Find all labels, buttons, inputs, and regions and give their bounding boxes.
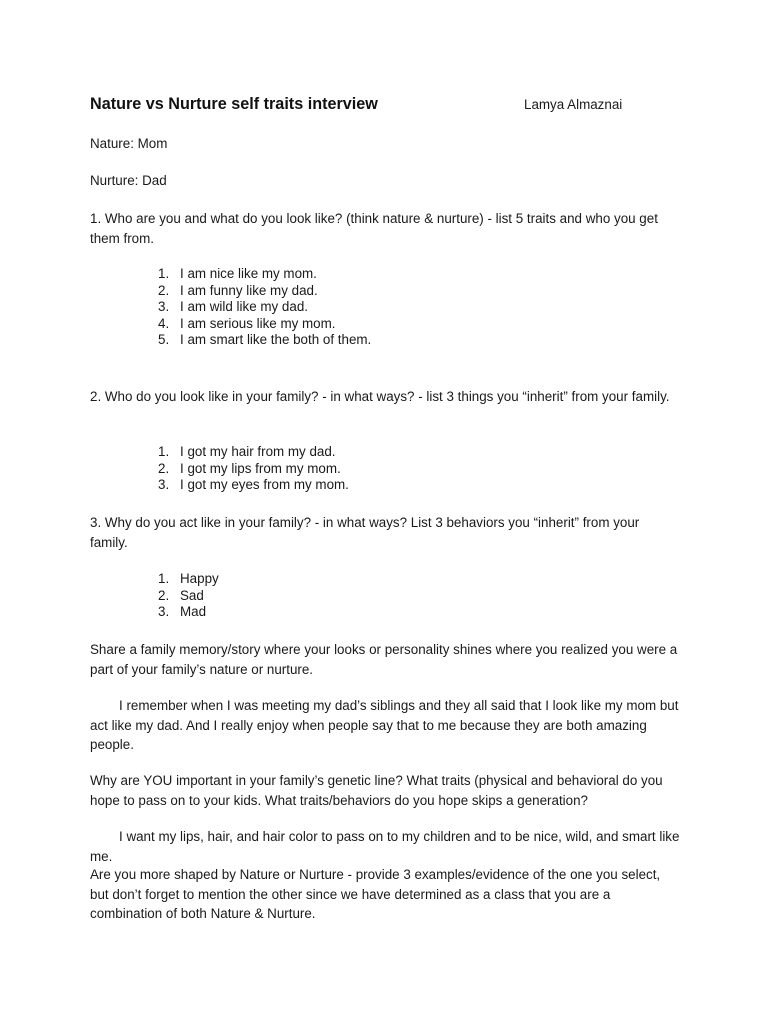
list-item: 5. I am smart like the both of them. — [158, 332, 372, 347]
list-item: 1. I got my hair from my dad. — [158, 444, 336, 459]
document-page — [90, 0, 690, 1024]
important-prompt: Why are YOU important in your family’s genetic line? What traits (physical and behavioral do you hope to pass on to your kids. What traits/behaviors do you hope skips a generation? — [90, 773, 663, 808]
question-3: 3. Why do you act like in your family? - in what ways? List 3 behaviors you “inherit” from your family. — [90, 515, 640, 550]
list-item: 3. Mad — [158, 604, 207, 619]
list-item: 2. Sad — [158, 587, 204, 603]
document-title: Nature vs Nurture self traits interview — [90, 95, 378, 113]
title-row — [90, 93, 690, 117]
author-name: Lamya Almaznai — [524, 97, 623, 112]
list-item: 3. I got my eyes from my mom. — [158, 477, 349, 492]
memory-answer: I remember when I was meeting my dad’s siblings and they all said that I look like my mom but act like my dad. And I really enjoy when people say that to me because they are both amazing people. — [90, 698, 679, 752]
question-1: 1. Who are you and what do you look like? (think nature & nurture) - list 5 traits and who you get them from. — [90, 211, 658, 246]
shaped-prompt: Are you more shaped by Nature or Nurture - provide 3 examples/evidence of the one you select, but don’t forget to mention the other since we have determined as a class that you are a combination of both Nature & Nurture. — [90, 867, 661, 921]
question-2: 2. Who do you look like in your family? - in what ways? - list 3 things you “inherit” from your family. — [90, 389, 670, 404]
memory-prompt: Share a family memory/story where your looks or personality shines where you realized you were a part of your family’s nature or nurture. — [90, 642, 678, 677]
nurture-line: Nurture: Dad — [90, 173, 167, 188]
question-3-answers — [90, 571, 650, 621]
list-item: 3. I am wild like my dad. — [158, 299, 308, 314]
list-item: 2. I got my lips from my mom. — [158, 460, 341, 476]
nature-line: Nature: Mom — [90, 136, 168, 151]
list-item: 1. Happy — [158, 571, 219, 586]
list-item: 2. I am funny like my dad. — [158, 282, 318, 298]
question-2-answers — [90, 444, 650, 494]
important-answer: I want my lips, hair, and hair color to pass on to my children and to be nice, wild, and smart like me. — [90, 829, 680, 864]
list-item: 4. I am serious like my mom. — [158, 315, 336, 331]
list-item: 1. I am nice like my mom. — [158, 266, 317, 281]
question-1-answers — [90, 266, 650, 349]
